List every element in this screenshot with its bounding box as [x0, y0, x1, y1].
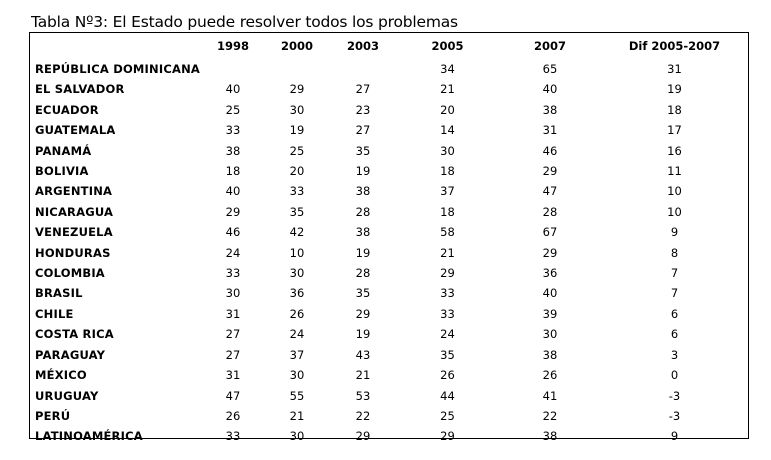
- value-cell: 11: [667, 164, 682, 179]
- column-header-dif: Dif 2005-2007: [628, 39, 721, 53]
- value-cell: 28: [355, 204, 371, 219]
- value-cell: 10: [667, 204, 682, 219]
- value-cell: 23: [355, 102, 371, 117]
- column-header-1998: 1998: [216, 39, 249, 53]
- country-cell: COLOMBIA: [35, 266, 105, 281]
- value-cell: 31: [225, 306, 241, 321]
- country-cell: PARAGUAY: [35, 347, 106, 362]
- column-header-2003: 2003: [346, 39, 379, 53]
- value-cell: 19: [355, 164, 371, 179]
- value-cell: 26: [225, 408, 241, 423]
- value-cell: 38: [355, 184, 371, 199]
- value-cell: 26: [289, 306, 305, 321]
- value-cell: 46: [542, 143, 558, 158]
- value-cell: 40: [542, 286, 558, 301]
- value-cell: 29: [355, 306, 371, 321]
- value-cell: 33: [225, 123, 241, 138]
- value-cell: 0: [670, 368, 679, 383]
- value-cell: 24: [440, 327, 455, 342]
- value-cell: 19: [667, 82, 682, 97]
- value-cell: 29: [542, 245, 558, 260]
- value-cell: 16: [667, 143, 682, 158]
- data-table: [30, 33, 748, 447]
- value-cell: 37: [440, 184, 455, 199]
- column-header-2000: 2000: [280, 39, 313, 53]
- table-body: [30, 59, 748, 447]
- table-row: [30, 161, 748, 181]
- value-cell: 22: [355, 408, 371, 423]
- value-cell: 21: [289, 408, 305, 423]
- value-cell: 18: [440, 164, 455, 179]
- value-cell: 39: [542, 306, 558, 321]
- value-cell: 65: [542, 62, 558, 76]
- table-row: [30, 426, 748, 446]
- column-header-country: [30, 33, 202, 59]
- value-cell: 24: [289, 327, 305, 342]
- value-cell: 29: [440, 266, 455, 281]
- value-cell: 25: [225, 102, 241, 117]
- table-row: [30, 365, 748, 385]
- country-cell: MÉXICO: [35, 368, 87, 383]
- country-cell: HONDURAS: [35, 245, 111, 260]
- table-row: [30, 59, 748, 79]
- value-cell: 6: [670, 306, 679, 321]
- table-row: [30, 202, 748, 222]
- value-cell: 17: [667, 123, 682, 138]
- value-cell: 38: [542, 347, 558, 362]
- value-cell: [264, 59, 330, 79]
- value-cell: 35: [355, 143, 371, 158]
- value-cell: -3: [668, 408, 681, 423]
- value-cell: 21: [355, 368, 371, 383]
- value-cell: -3: [668, 388, 681, 403]
- value-cell: 14: [440, 123, 455, 138]
- country-cell: GUATEMALA: [35, 123, 116, 138]
- country-cell: REPÚBLICA DOMINICANA: [35, 62, 201, 76]
- country-cell: URUGUAY: [35, 388, 99, 403]
- value-cell: 7: [670, 266, 679, 281]
- value-cell: 9: [670, 429, 679, 444]
- column-header-2007: 2007: [533, 39, 566, 53]
- value-cell: 33: [440, 306, 455, 321]
- value-cell: 43: [355, 347, 371, 362]
- value-cell: 30: [289, 266, 305, 281]
- value-cell: 41: [542, 388, 558, 403]
- country-cell: PANAMÁ: [35, 143, 92, 158]
- value-cell: 35: [440, 347, 455, 362]
- value-cell: 26: [542, 368, 558, 383]
- value-cell: 20: [289, 164, 305, 179]
- country-cell: BOLIVIA: [35, 164, 89, 179]
- country-cell: BRASIL: [35, 286, 83, 301]
- value-cell: 38: [542, 102, 558, 117]
- value-cell: 42: [289, 225, 305, 240]
- table-row: [30, 406, 748, 426]
- value-cell: 36: [542, 266, 558, 281]
- country-cell: VENEZUELA: [35, 225, 113, 240]
- table-title: Tabla Nº3: El Estado puede resolver todos los problemas: [31, 13, 458, 31]
- value-cell: 40: [225, 184, 241, 199]
- value-cell: 27: [355, 123, 371, 138]
- table-row: [30, 345, 748, 365]
- country-cell: LATINOAMÉRICA: [35, 429, 143, 444]
- table-row: [30, 283, 748, 303]
- table-frame: [29, 32, 749, 444]
- country-cell: ECUADOR: [35, 102, 99, 117]
- country-cell: EL SALVADOR: [35, 82, 125, 97]
- value-cell: 31: [225, 368, 241, 383]
- value-cell: 33: [225, 429, 241, 444]
- value-cell: 30: [542, 327, 558, 342]
- table-row: [30, 222, 748, 242]
- value-cell: 19: [355, 245, 371, 260]
- value-cell: 55: [289, 388, 305, 403]
- value-cell: 33: [289, 184, 305, 199]
- value-cell: 30: [289, 368, 305, 383]
- value-cell: 7: [670, 286, 679, 301]
- value-cell: 28: [542, 204, 558, 219]
- value-cell: 36: [289, 286, 305, 301]
- value-cell: 25: [289, 143, 305, 158]
- value-cell: 33: [440, 286, 455, 301]
- value-cell: 21: [440, 245, 455, 260]
- value-cell: 20: [440, 102, 455, 117]
- value-cell: 25: [440, 408, 455, 423]
- country-cell: COSTA RICA: [35, 327, 114, 342]
- value-cell: 22: [542, 408, 558, 423]
- value-cell: 30: [289, 102, 305, 117]
- value-cell: 38: [225, 143, 241, 158]
- value-cell: 31: [667, 62, 682, 76]
- value-cell: 3: [670, 347, 679, 362]
- value-cell: 34: [440, 62, 455, 76]
- value-cell: 27: [225, 327, 241, 342]
- table-row: [30, 386, 748, 406]
- header-row: [30, 33, 748, 59]
- value-cell: 10: [289, 245, 305, 260]
- value-cell: 29: [440, 429, 455, 444]
- value-cell: 10: [667, 184, 682, 199]
- country-cell: ARGENTINA: [35, 184, 113, 199]
- table-row: [30, 181, 748, 201]
- value-cell: 27: [355, 82, 371, 97]
- table-row: [30, 324, 748, 344]
- table-row: [30, 263, 748, 283]
- value-cell: 9: [670, 225, 679, 240]
- table-row: [30, 243, 748, 263]
- value-cell: 29: [225, 204, 241, 219]
- value-cell: 35: [289, 204, 305, 219]
- value-cell: 35: [355, 286, 371, 301]
- value-cell: 33: [225, 266, 241, 281]
- value-cell: 47: [225, 388, 241, 403]
- table-row: [30, 79, 748, 99]
- value-cell: 53: [355, 388, 371, 403]
- value-cell: 38: [355, 225, 371, 240]
- value-cell: 30: [225, 286, 241, 301]
- value-cell: 19: [289, 123, 305, 138]
- value-cell: 30: [440, 143, 455, 158]
- country-cell: PERÚ: [35, 408, 71, 423]
- value-cell: [202, 59, 264, 79]
- value-cell: 21: [440, 82, 455, 97]
- value-cell: 28: [355, 266, 371, 281]
- value-cell: 18: [440, 204, 455, 219]
- table-row: [30, 141, 748, 161]
- value-cell: 40: [542, 82, 558, 97]
- country-cell: CHILE: [35, 306, 74, 321]
- country-cell: NICARAGUA: [35, 204, 114, 219]
- table-row: [30, 120, 748, 140]
- value-cell: 29: [289, 82, 305, 97]
- value-cell: 38: [542, 429, 558, 444]
- value-cell: 6: [670, 327, 679, 342]
- value-cell: 18: [225, 164, 241, 179]
- value-cell: 44: [440, 388, 455, 403]
- value-cell: 8: [670, 245, 679, 260]
- value-cell: 37: [289, 347, 305, 362]
- value-cell: 58: [440, 225, 455, 240]
- table-row: [30, 100, 748, 120]
- value-cell: 18: [667, 102, 682, 117]
- value-cell: 47: [542, 184, 558, 199]
- value-cell: 19: [355, 327, 371, 342]
- value-cell: [330, 59, 396, 79]
- column-header-2005: 2005: [431, 39, 464, 53]
- value-cell: 30: [289, 429, 305, 444]
- value-cell: 40: [225, 82, 241, 97]
- value-cell: 29: [542, 164, 558, 179]
- value-cell: 26: [440, 368, 455, 383]
- value-cell: 46: [225, 225, 241, 240]
- value-cell: 27: [225, 347, 241, 362]
- table-row: [30, 304, 748, 324]
- value-cell: 24: [225, 245, 241, 260]
- value-cell: 67: [542, 225, 558, 240]
- value-cell: 31: [542, 123, 558, 138]
- value-cell: 29: [355, 429, 371, 444]
